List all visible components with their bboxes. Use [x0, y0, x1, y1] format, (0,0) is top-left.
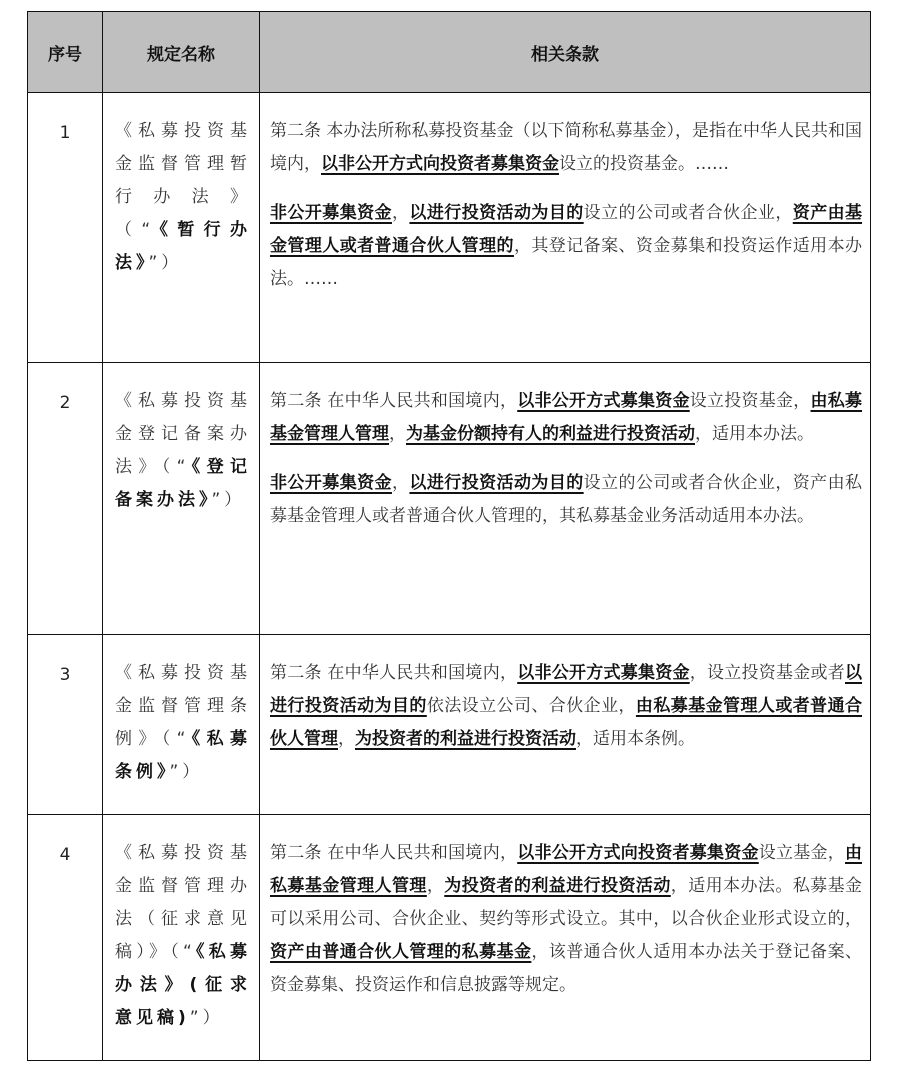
clause-paragraph — [270, 657, 862, 756]
clause-paragraph — [270, 197, 862, 296]
emphasized-text: 资产由基金管理人或者普通合伙人管理的 — [270, 203, 863, 256]
regulation-name — [103, 363, 260, 635]
clause-text: 设立的投资基金。…… — [559, 154, 729, 174]
related-clause — [260, 93, 871, 363]
clause-text: 设立的公司或者合伙企业， — [583, 203, 793, 223]
emphasized-text: 由私募基金管理人管理 — [270, 843, 863, 896]
clause-text: ， — [426, 876, 445, 896]
clause-text: 第二条 在中华人民共和国境内， — [270, 843, 518, 863]
emphasized-text: 非公开募集资金 — [270, 473, 392, 493]
emphasized-text: 以非公开方式向投资者募集资金 — [321, 154, 559, 174]
emphasized-text: 以进行投资活动为目的 — [409, 473, 584, 493]
clause-text: ，适用本办法。 — [695, 424, 814, 444]
clause-paragraph — [270, 467, 862, 533]
clause-text: 第二条 在中华人民共和国境内， — [270, 663, 518, 683]
clause-text: 第二条 本办法所称私募投资基金（以下简称私募基金），是指在中华人民共和国境内， — [270, 121, 862, 174]
related-clause — [260, 635, 871, 815]
row-index: 4 — [28, 815, 103, 1061]
regulation-full-name: 《私募投资基金监督管理条例》（“ — [115, 663, 251, 749]
clause-text: ，设立投资基金或者 — [689, 663, 846, 683]
emphasized-text: 以非公开方式募集资金 — [517, 391, 690, 411]
table-row — [28, 815, 871, 1061]
clause-text: ， — [338, 729, 355, 749]
clause-paragraph — [270, 115, 862, 181]
clause-text: ， — [389, 424, 406, 444]
regulation-short-name: 《暂行办法》 — [115, 220, 252, 273]
emphasized-text: 为基金份额持有人的利益进行投资活动 — [406, 424, 695, 444]
clause-text: ， — [391, 203, 410, 223]
regulation-short-name: 《登记备案办法》 — [115, 457, 251, 510]
emphasized-text: 非公开募集资金 — [270, 203, 392, 223]
table-row — [28, 363, 871, 635]
clause-text: ，该普通合伙人适用本办法关于登记备案、资金募集、投资运作和信息披露等规定。 — [270, 942, 863, 995]
emphasized-text: 以进行投资活动为目的 — [409, 203, 584, 223]
clause-text: 设立基金， — [758, 843, 846, 863]
related-clause — [260, 815, 871, 1061]
regulation-short-name: 《私募办法》(征求意见稿) — [115, 942, 252, 1028]
regulation-name-tail: ”） — [189, 1008, 224, 1028]
header-regulation-name: 规定名称 — [103, 12, 260, 93]
emphasized-text: 以非公开方式募集资金 — [517, 663, 690, 683]
regulation-full-name: 《私募投资基金登记备案办法》（“ — [115, 391, 251, 477]
regulation-name-tail: ”） — [211, 490, 246, 510]
header-related-clauses: 相关条款 — [260, 12, 871, 93]
emphasized-text: 资产由普通合伙人管理的私募基金 — [270, 942, 532, 962]
table-row — [28, 93, 871, 363]
emphasized-text: 由私募基金管理人或者普通合伙人管理 — [270, 696, 863, 749]
clause-text: 设立投资基金， — [689, 391, 811, 411]
regulation-name — [103, 93, 260, 363]
clause-text: ，适用本办法。私募基金可以采用公司、合伙企业、契约等形式设立。其中，以合伙企业形式设立的， — [270, 876, 863, 929]
row-index: 1 — [28, 93, 103, 363]
clause-text: 依法设立公司、合伙企业， — [426, 696, 636, 716]
clause-text: ，适用本条例。 — [576, 729, 695, 749]
clause-paragraph — [270, 837, 862, 1002]
regulation-name-tail: ”） — [169, 762, 204, 782]
regulation-name — [103, 635, 260, 815]
clause-text: ，其登记备案、资金募集和投资运作适用本办法。…… — [270, 236, 863, 289]
regulation-short-name: 《私募条例》 — [115, 729, 251, 782]
row-index: 2 — [28, 363, 103, 635]
clause-text: 第二条 在中华人民共和国境内， — [270, 391, 518, 411]
emphasized-text: 以非公开方式向投资者募集资金 — [517, 843, 759, 863]
emphasized-text: 由私募基金管理人管理 — [270, 391, 863, 444]
regulation-name — [103, 815, 260, 1061]
related-clause — [260, 363, 871, 635]
clause-text: ， — [391, 473, 410, 493]
table-row — [28, 635, 871, 815]
clause-text: 设立的公司或者合伙企业，资产由私募基金管理人或者普通合伙人管理的，其私募基金业务活动适用本办法。 — [270, 473, 863, 526]
emphasized-text: 为投资者的利益进行投资活动 — [444, 876, 671, 896]
emphasized-text: 以进行投资活动为目的 — [270, 663, 863, 716]
table-header-row — [28, 12, 871, 93]
emphasized-text: 为投资者的利益进行投资活动 — [355, 729, 576, 749]
regulation-name-tail: ”） — [148, 253, 183, 273]
clause-paragraph — [270, 385, 862, 451]
header-index: 序号 — [28, 12, 103, 93]
regulations-table — [27, 11, 871, 1061]
regulation-full-name: 《私募投资基金监督管理暂行办法》（“ — [115, 121, 251, 240]
regulation-full-name: 《私募投资基金监督管理办法（征求意见稿）》（“ — [115, 843, 251, 962]
row-index: 3 — [28, 635, 103, 815]
